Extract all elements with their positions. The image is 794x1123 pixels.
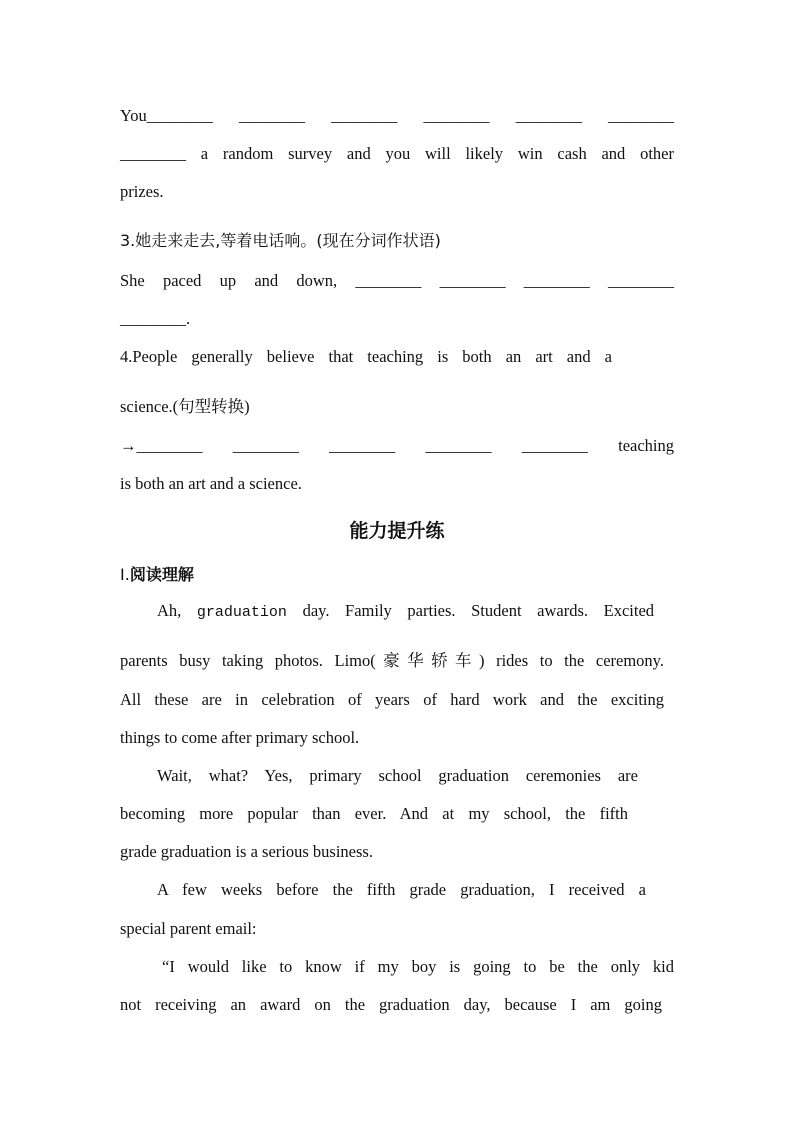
passage-para-3-line-1: A few weeks before the fifth grade graduation, I received a: [157, 880, 646, 899]
passage-text: day. Family parties. Student awards. Excited: [302, 601, 655, 620]
subsection-number: Ⅰ.: [120, 565, 130, 584]
passage-para-1-line-2: parents busy taking photos. Limo(豪华轿车) rides to the ceremony.: [120, 651, 664, 670]
question-3-prompt: 3.她走来走去,等着电话响。(现在分词作状语): [120, 231, 441, 250]
passage-para-2-line-2: becoming more popular than ever. And at my school, the fifth: [120, 804, 628, 823]
passage-para-4-line-1: “I would like to know if my boy is going to be the only kid: [162, 957, 674, 976]
question-4-instruction: science.(句型转换): [120, 397, 250, 416]
subsection-title: 阅读理解: [129, 565, 194, 584]
passage-para-1-line-3: All these are in celebration of years of hard work and the exciting: [120, 690, 664, 709]
passage-para-3-line-2: special parent email:: [120, 919, 257, 938]
answer-line-1: You________ ________ ________ ________ ________ ________: [120, 106, 674, 125]
question-3-blank: ________.: [120, 309, 191, 328]
passage-para-2-line-1: Wait, what? Yes, primary school graduation ceremonies are: [157, 766, 638, 785]
question-4-answer-end: is both an art and a science.: [120, 474, 302, 493]
answer-line-2: ________ a random survey and you will likely win cash and other: [120, 144, 674, 163]
question-4-prompt: 4.People generally believe that teaching is both an art and a: [120, 347, 612, 366]
subsection-heading: [120, 562, 194, 585]
answer-line-3: prizes.: [120, 182, 164, 201]
passage-word: Ah,: [157, 601, 182, 620]
passage-para-4-line-2: not receiving an award on the graduation day, because I am going: [120, 995, 662, 1014]
question-4-answer-line: →________ ________ ________ ________ ________ teaching: [120, 436, 674, 455]
passage-para-2-line-3: grade graduation is a serious business.: [120, 842, 373, 861]
section-title: 能力提升练: [349, 520, 445, 542]
question-3-sentence: She paced up and down, ________ ________ ________ ________: [120, 271, 674, 290]
passage-para-1-line-4: things to come after primary school.: [120, 728, 360, 747]
passage-para-1-line-1: [157, 601, 654, 621]
highlighted-word: graduation: [196, 604, 287, 621]
